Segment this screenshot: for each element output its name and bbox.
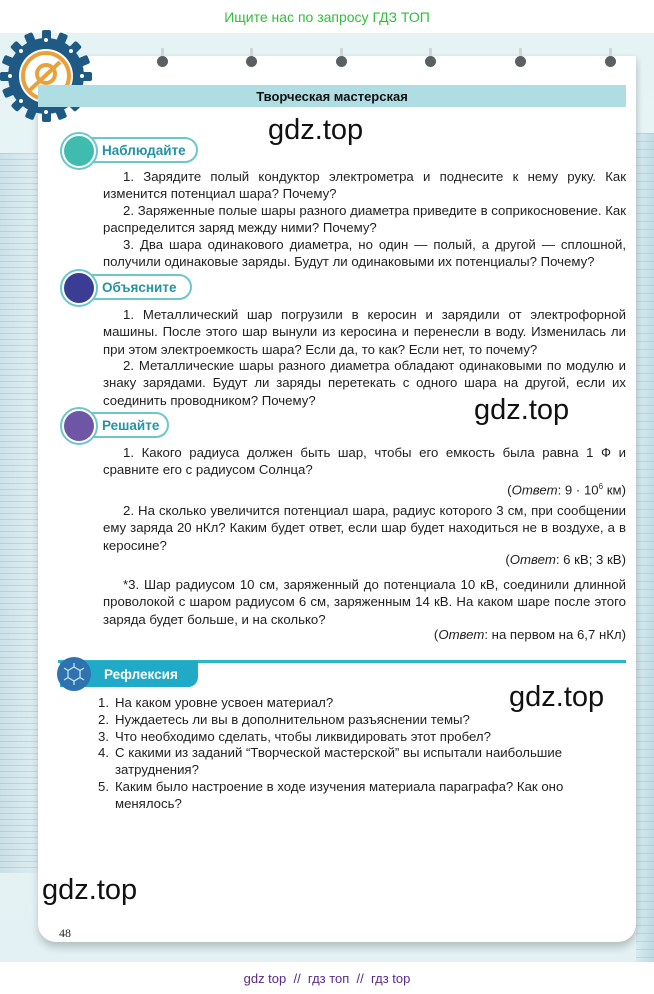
- task-paragraph: 1. Какого радиуса должен быть шар, чтобы его емкость была равна 1 Ф и сравните его с радиусом Солнца?: [103, 445, 626, 478]
- section-label: Объясните: [102, 279, 177, 295]
- molecule-icon: [57, 657, 91, 691]
- teal-circle-icon: [60, 132, 98, 170]
- background-tables-left: [0, 153, 40, 873]
- section-label: Наблюдайте: [102, 142, 186, 158]
- answer-line: (Ответ: на первом на 6,7 нКл): [433, 627, 626, 642]
- list-item: 5. Каким было настроение в ходе изучения материала параграфа? Как оно менялось?: [98, 778, 564, 811]
- purple-circle-icon: [60, 407, 98, 445]
- task-paragraph: 1. Металлический шар погрузили в керосин и зарядили от электрофорной машины. После этого шар вынули из керосина и перенесли в воду. Изменилась ли при этом электроемкость шара? Если да, то как? Если нет, то почему?: [103, 307, 626, 357]
- top-banner: Ищите нас по запросу ГДЗ ТОП: [0, 0, 654, 33]
- task-paragraph: 2. На сколько увеличится потенциал шара, радиус которого 3 см, при сообщении ему заряда 20 нКл? Каким будет ответ, если шар будет находиться не в воздухе, а в керосине?: [103, 503, 626, 553]
- binder-ring-icon: [605, 48, 615, 70]
- binder-ring-icon: [246, 48, 256, 70]
- binder-ring-icon: [157, 48, 167, 70]
- reflection-tab: Рефлексия: [60, 661, 198, 687]
- binder-ring-icon: [336, 48, 346, 70]
- footer-links: gdz top // гдз топ // гдз top: [0, 962, 654, 994]
- task-paragraph: 2. Заряженные полые шары разного диаметра приведите в соприкосновение. Как распределится заряд между ними? Почему?: [103, 203, 626, 236]
- gear-logo-icon: [0, 30, 96, 126]
- list-item: 2. Нуждаетесь ли вы в дополнительном разъяснении темы?: [98, 711, 470, 727]
- page-number: 48: [59, 926, 71, 940]
- binder-ring-icon: [425, 48, 435, 70]
- task-paragraph: 2. Металлические шары разного диаметра обладают одинаковыми по модулю и знаку зарядами. Будут ли заряды перетекать с одного шара на другой, если их соединить проводником? Почему?: [103, 358, 626, 408]
- list-item: 1. На каком уровне усвоен материал?: [98, 695, 334, 710]
- section-pill-observe: [64, 137, 198, 163]
- binder-ring-icon: [515, 48, 525, 70]
- watermark: gdz.top: [474, 394, 570, 426]
- watermark: gdz.top: [42, 874, 138, 906]
- section-header: Творческая мастерская: [38, 85, 626, 107]
- section-pill-explain: [64, 274, 192, 300]
- task-paragraph: 1. Зарядите полый кондуктор электрометра и поднесите к нему руку. Как изменится потенциал шара? Почему?: [103, 169, 626, 202]
- indigo-circle-icon: [60, 269, 98, 307]
- answer-line: (Ответ: $9 \cdot 10^6$ км): [507, 482, 626, 498]
- task-paragraph: 3. Два шара одинакового диаметра, но один — полый, а другой — сплошной, получили одинаковые заряды. Будут ли одинаковыми их потенциалы? Почему?: [103, 237, 626, 270]
- list-item: 4. С какими из заданий “Творческой мастерской” вы испытали наибольшие затруднения?: [98, 745, 563, 778]
- answer-line: (Ответ: 6 кВ; 3 кВ): [505, 552, 626, 567]
- background-tables-right: [636, 133, 654, 993]
- section-label: Решайте: [102, 417, 160, 433]
- task-paragraph: *3. Шар радиусом 10 см, заряженный до потенциала 10 кВ, соединили длинной проволокой с шаром радиусом 6 см, заряженным 14 кВ. На каком шаре после этого заряда будет больше, и на сколько?: [103, 577, 626, 627]
- reflection-list: [98, 695, 638, 813]
- watermark: gdz.top: [509, 681, 605, 713]
- section-pill-solve: [64, 412, 169, 438]
- list-item: 3. Что необходимо сделать, чтобы ликвидировать этот пробел?: [98, 728, 491, 744]
- watermark: gdz.top: [268, 114, 364, 146]
